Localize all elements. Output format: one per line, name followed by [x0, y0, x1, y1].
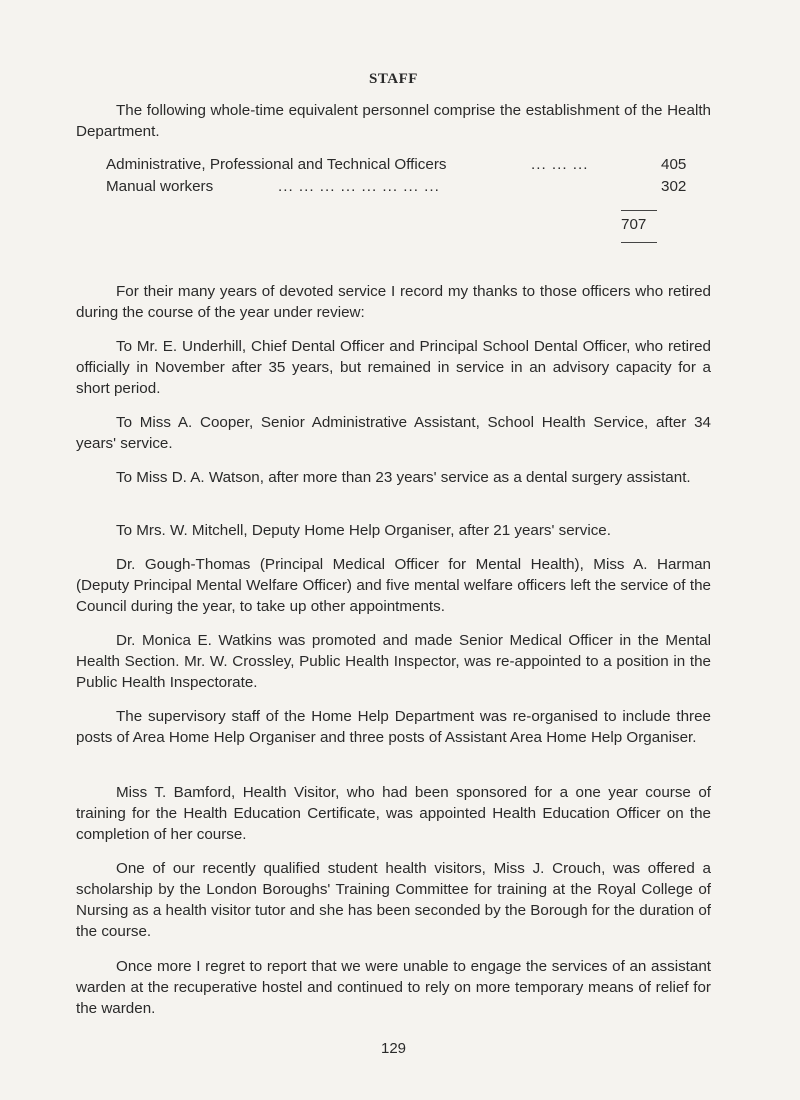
row-label: Administrative, Professional and Technical Officers	[106, 156, 447, 173]
body-paragraph: Dr. Monica E. Watkins was promoted and made Senior Medical Officer in the Mental Health Section. Mr. W. Crossley, Public Health Inspector, was re-appointed to a position in the Public Health Inspectorate.	[76, 632, 711, 691]
intro-paragraph: The following whole-time equivalent personnel comprise the establishment of the Health Department.	[76, 102, 711, 140]
table-row	[106, 156, 706, 178]
table-row	[106, 178, 706, 200]
body-paragraph: To Miss A. Cooper, Senior Administrative Assistant, School Health Service, after 34 years' service.	[76, 414, 711, 452]
row-value: 302	[661, 178, 687, 195]
total-rule-top	[621, 210, 657, 211]
body-paragraph: Miss T. Bamford, Health Visitor, who had been sponsored for a one year course of training for the Health Education Certificate, was appointed Health Education Officer on the completion of her course.	[76, 784, 711, 843]
body-paragraph: Once more I regret to report that we were unable to engage the services of an assistant warden at the recuperative hostel and continued to rely on more temporary means of relief for the warden.	[76, 958, 711, 1017]
body-paragraph: To Miss D. A. Watson, after more than 23 years' service as a dental surgery assistant.	[116, 469, 691, 486]
page-number: 129	[380, 1040, 407, 1057]
body-paragraph: The supervisory staff of the Home Help Department was re-organised to include three posts of Area Home Help Organiser and three posts of Assistant Area Home Help Organiser.	[76, 708, 711, 746]
staff-total: 707	[621, 216, 647, 233]
total-rule-bottom	[621, 242, 657, 243]
section-title: STAFF	[369, 71, 418, 87]
body-paragraph: One of our recently qualified student health visitors, Miss J. Crouch, was offered a scholarship by the London Boroughs' Training Committee for training at the Royal College of Nursing as a health visitor tutor and she has been seconded by the Borough for the duration of the course.	[76, 860, 711, 940]
document-page	[76, 0, 711, 1100]
leader-dots: ... ... ... ... ... ... ... ...	[278, 178, 440, 195]
staff-table	[106, 156, 706, 200]
body-paragraph: To Mrs. W. Mitchell, Deputy Home Help Organiser, after 21 years' service.	[116, 522, 611, 539]
leader-dots: ... ... ...	[531, 156, 589, 173]
row-value: 405	[661, 156, 687, 173]
body-paragraph: To Mr. E. Underhill, Chief Dental Officer and Principal School Dental Officer, who retired officially in November after 35 years, but remained in service in an advisory capacity for a short period.	[76, 338, 711, 397]
row-label: Manual workers	[106, 178, 214, 195]
body-paragraph: Dr. Gough-Thomas (Principal Medical Officer for Mental Health), Miss A. Harman (Deputy Principal Mental Welfare Officer) and five mental welfare officers left the service of the Council during the year, to take up other appointments.	[76, 556, 711, 615]
body-paragraph: For their many years of devoted service I record my thanks to those officers who retired during the course of the year under review:	[76, 283, 711, 321]
